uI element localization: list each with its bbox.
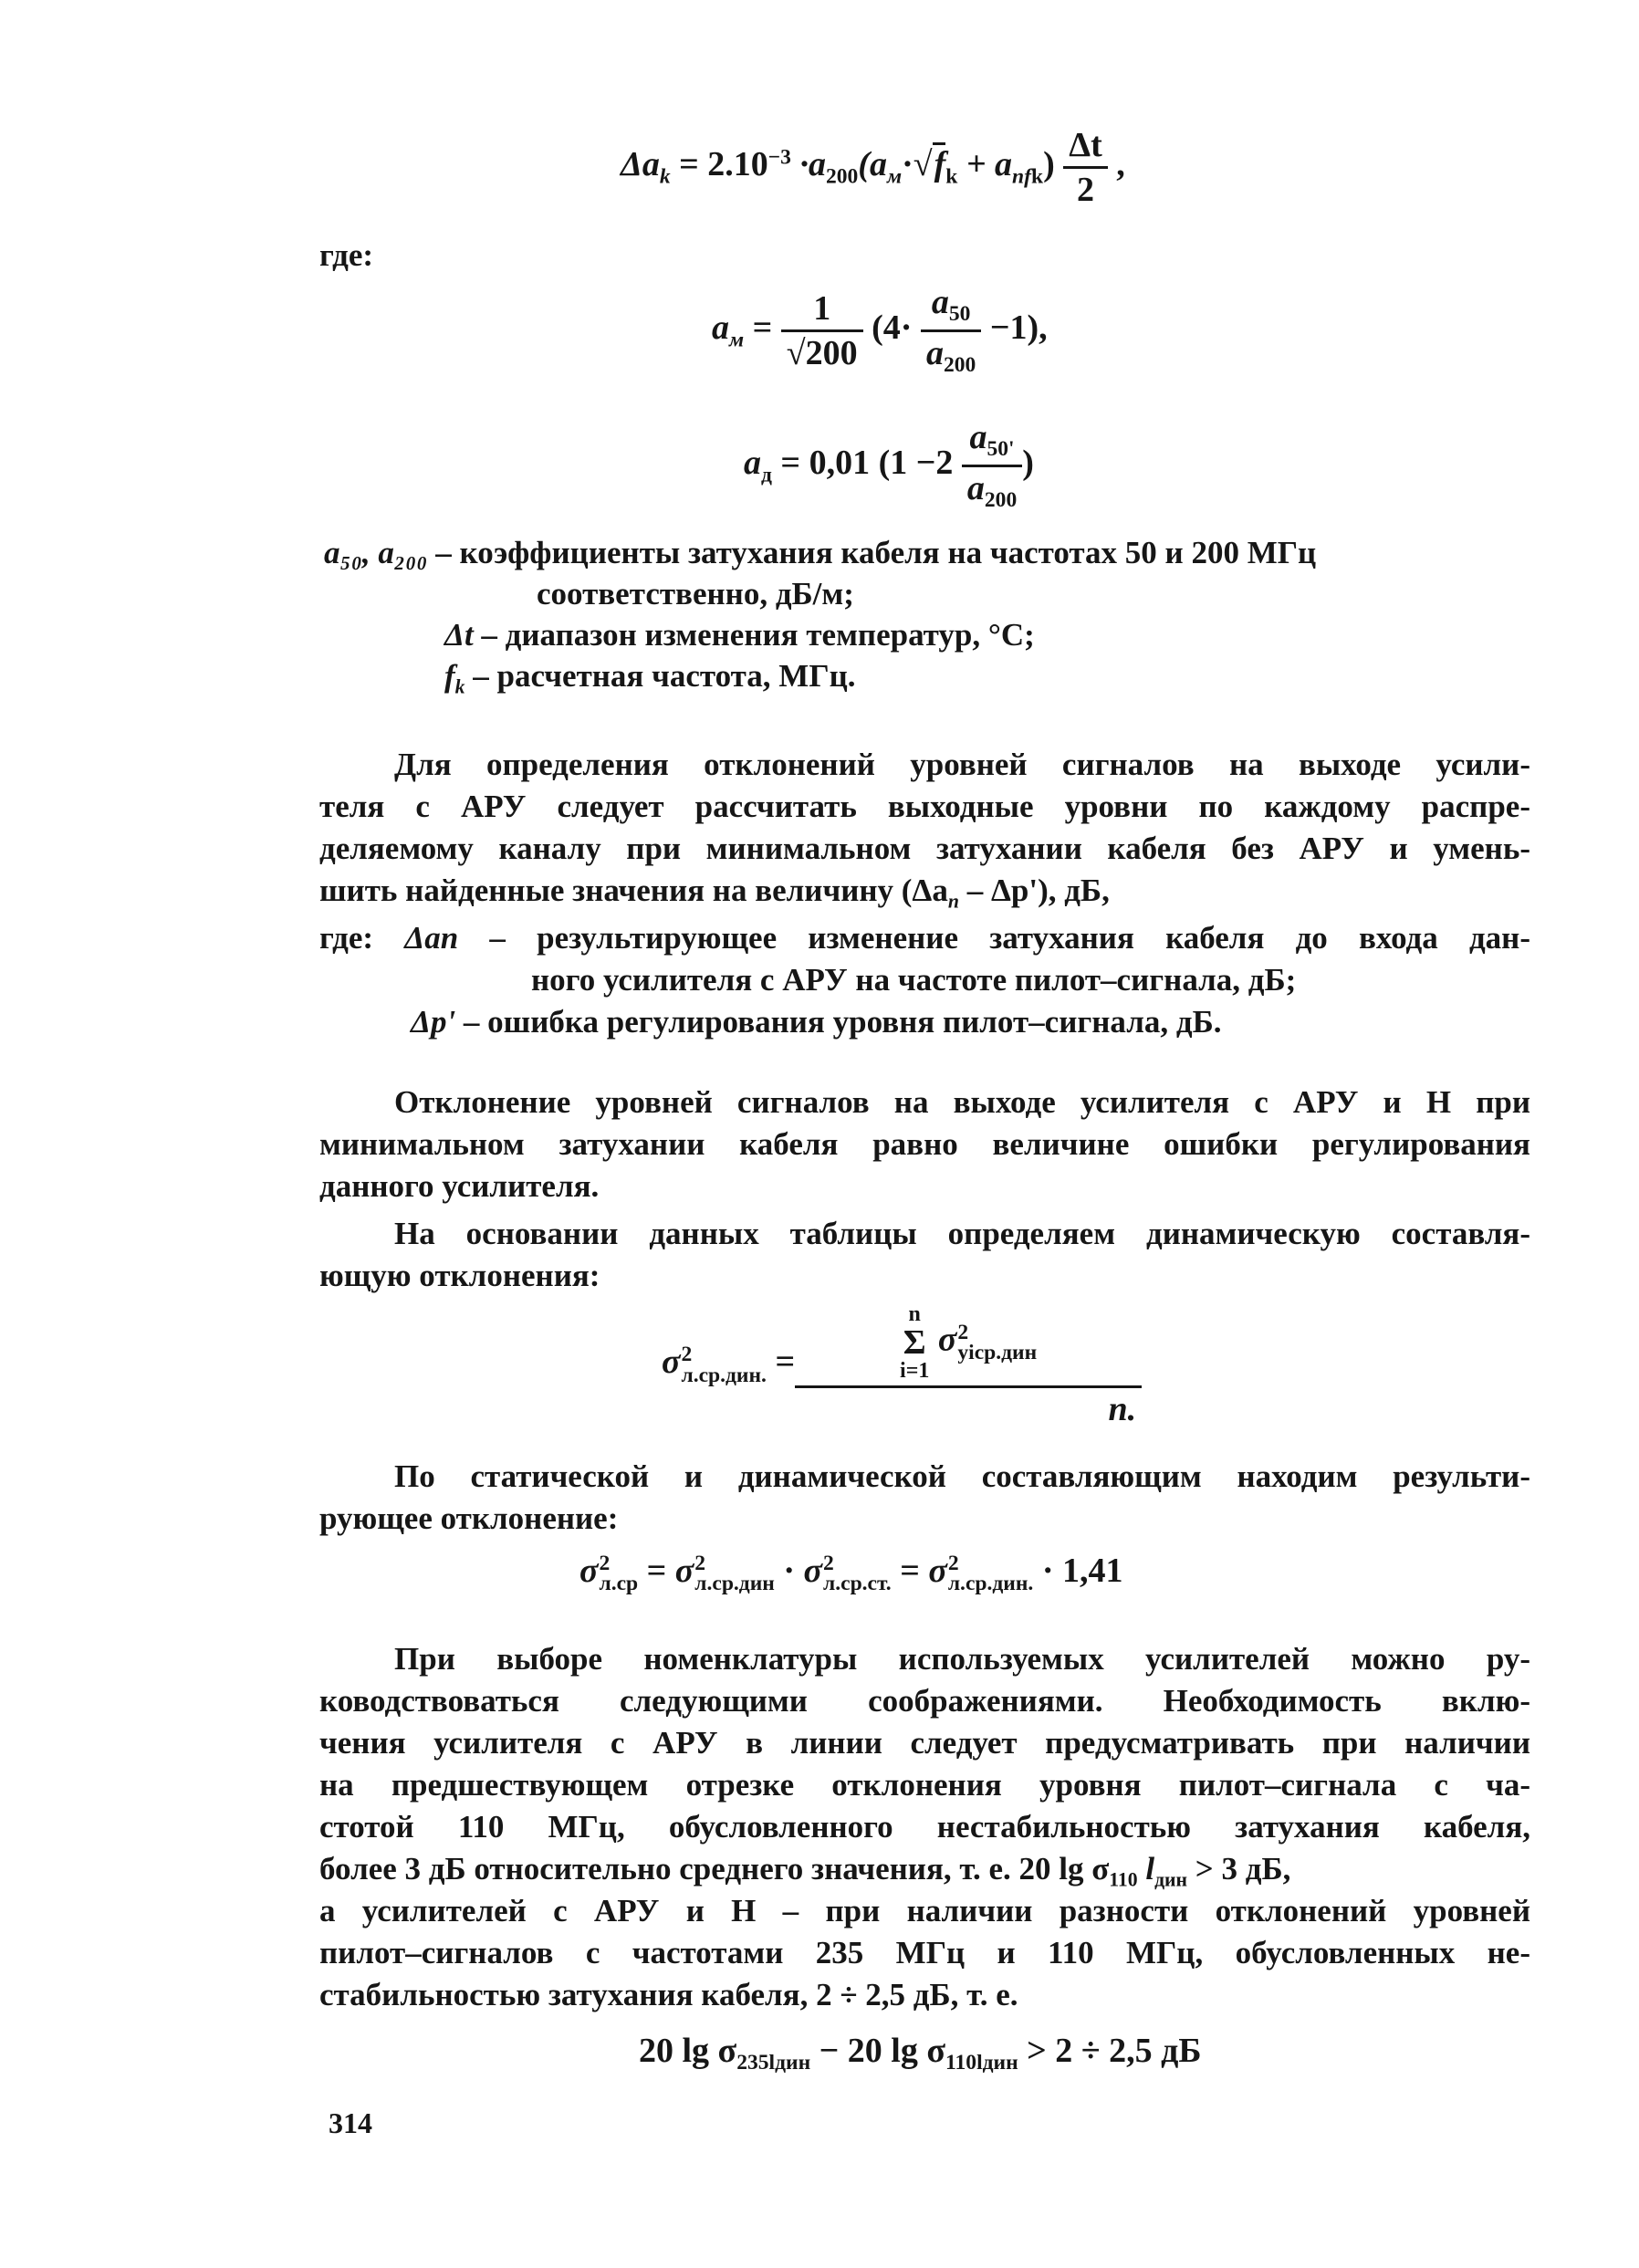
formula1-lhs: Δa <box>621 145 660 184</box>
formula4-den: n. <box>1108 1390 1137 1428</box>
formula5-a-sub: л.ср <box>599 1572 639 1596</box>
definition-term: a₅₀, a₂₀₀ <box>324 535 428 570</box>
para5-line8: пилот–сигналов с частотами 235 МГц и 110 МГц, обусловленных не- <box>319 1935 1530 1970</box>
definition-text: – расчетная частота, МГц. <box>465 658 856 694</box>
definition-term-sub: k <box>454 675 465 698</box>
formula-a-m <box>712 285 1048 377</box>
formula3-eq: = 0,01 (1 −2 <box>771 444 962 483</box>
definition-fk <box>444 660 856 697</box>
definition-delta-t <box>444 619 1035 651</box>
formula3-fnum: a <box>969 418 987 456</box>
para1-line3: деляемому каналу при минимальном затухании кабеля без АРУ и умень- <box>319 831 1530 866</box>
para1-line4-sub: n <box>947 890 959 913</box>
formula1-pk: k <box>1030 164 1044 189</box>
formula2-lhs: a <box>712 308 729 348</box>
formula1-close: ) <box>1043 145 1055 184</box>
formula6-a-sub: 235lдин <box>736 2051 811 2075</box>
formula1-m: м <box>886 164 903 189</box>
formula2-frac2 <box>921 285 981 377</box>
formula2-fnum-sub: 50 <box>948 302 971 327</box>
definition-term: Δt <box>444 617 474 653</box>
para1-line2: теля с АРУ следует рассчитать выходные уровни по каждому распре- <box>319 789 1530 824</box>
formula2-pre: (4· <box>862 308 921 348</box>
formula5-c-sub: л.ср.ст. <box>823 1572 892 1596</box>
formula2-fden: a <box>925 333 944 372</box>
formula1-exp: −3 <box>767 145 791 170</box>
formula1-tail: , <box>1107 145 1125 184</box>
where2-line1 <box>319 922 1530 954</box>
formula5-d-sub: л.ср.дин. <box>947 1572 1034 1596</box>
formula3-fnum-sub: 50' <box>987 437 1015 462</box>
definition-text: – коэффициенты затухания кабеля на частотах 50 и 200 МГц <box>427 535 1317 570</box>
formula1-fraction <box>1063 128 1107 207</box>
para1-line4-text: шить найденные значения на величину (Δa <box>319 873 948 908</box>
formula2-post: −1), <box>981 308 1048 348</box>
formula2-eq: = <box>744 308 781 348</box>
where-label-1: где: <box>319 237 374 273</box>
formula5-tail: · 1,41 <box>1033 1552 1123 1591</box>
definition-text: – диапазон изменения температур, °С; <box>473 617 1035 653</box>
page-number: 314 <box>329 2106 372 2139</box>
formula4-sum-sym: Σ <box>903 1323 926 1362</box>
para2-line2: минимальном затухании кабеля равно величине ошибки регулирования <box>319 1126 1530 1162</box>
para3-line2: ющую отклонения: <box>319 1258 600 1293</box>
formula5-dot: · <box>774 1552 804 1591</box>
formula-sigma-dyn <box>662 1303 1142 1427</box>
formula-a-d <box>744 420 1034 512</box>
formula4-lhs-sup: 2 <box>681 1343 693 1367</box>
formula4-sum-bot: i=1 <box>900 1359 930 1383</box>
para5-line6-tail: > 3 дБ, <box>1187 1851 1291 1887</box>
formula5-d-indices <box>948 1553 1033 1594</box>
formula3-lhs: a <box>744 444 761 483</box>
formula5-b-sup: 2 <box>694 1552 706 1575</box>
formula4-term-indices <box>957 1322 1037 1364</box>
where2-line2: ного усилителя с АРУ на частоте пилот–сигнала, дБ; <box>531 962 1297 998</box>
formula4-term: σ <box>937 1320 957 1359</box>
formula4-term-sub: yiср.дин <box>957 1341 1038 1364</box>
para1-line4 <box>319 874 1110 912</box>
formula4-sum-top: n <box>908 1302 921 1326</box>
where2-text: – ошибка регулирования уровня пилот–сигнала, дБ. <box>455 1004 1222 1040</box>
formula1-dot: ·√ <box>902 145 933 184</box>
formula3-fden: a <box>966 468 985 507</box>
formula1-plus: + a <box>957 145 1013 184</box>
formula3-fden-sub: 200 <box>984 488 1018 513</box>
para3-line1: На основании данных таблицы определяем динамическую составля- <box>394 1216 1530 1251</box>
para5-line6-text: более 3 дБ относительно среднего значения, т. е. 20 lg σ <box>319 1851 1110 1887</box>
formula5-eq2: = <box>891 1552 929 1591</box>
definition-term: f <box>444 658 455 694</box>
para5-line6-sub2: дин <box>1154 1868 1188 1891</box>
formula1-num: Δt <box>1063 128 1107 169</box>
para5-line9: стабильностью затухания кабеля, 2 ÷ 2,5 дБ, т. е. <box>319 1977 1018 2012</box>
para5-line2: ководствоваться следующими соображениями. Необходимость вклю- <box>319 1683 1530 1719</box>
formula1-paren: (a <box>858 145 887 184</box>
definition-a50-a200 <box>324 537 1316 569</box>
formula5-c: σ <box>803 1552 823 1591</box>
where2-text: – результирующее изменение затухания кабеля до входа дан- <box>458 920 1531 956</box>
where2-term: Δan <box>404 920 459 956</box>
formula4-sum <box>900 1303 929 1382</box>
formula1-den: 2 <box>1076 171 1094 209</box>
formula1-body: = 2.10 <box>670 145 768 184</box>
formula-sigma-total <box>579 1553 1123 1594</box>
para5-line1: При выборе номенклатуры используемых усилителей можно ру- <box>394 1641 1530 1677</box>
para1-line4-tail: – Δp'), дБ, <box>958 873 1110 908</box>
formula4-eq: = <box>766 1343 796 1382</box>
formula5-b: σ <box>674 1552 694 1591</box>
formula6-mid: − 20 lg σ <box>810 2032 946 2070</box>
where2-line3 <box>411 1006 1221 1038</box>
formula4-lhs-sub: л.ср.дин. <box>681 1363 767 1387</box>
para5-line4: на предшествующем отрезке отклонения уровня пилот–сигнала с ча- <box>319 1767 1530 1803</box>
para5-line6 <box>319 1853 1290 1890</box>
formula6-tail: > 2 ÷ 2,5 дБ <box>1018 2032 1202 2070</box>
formula3-post: ) <box>1022 444 1034 483</box>
para2-line3: данного усилителя. <box>319 1168 600 1204</box>
formula2-den: √200 <box>786 333 858 372</box>
para5-line6-sub1: 110 <box>1109 1868 1138 1891</box>
formula5-c-sup: 2 <box>823 1552 834 1575</box>
para2-line1: Отклонение уровней сигналов на выходе усилителя с АРУ и Н при <box>394 1084 1530 1120</box>
formula4-term-sup: 2 <box>957 1320 969 1344</box>
formula6-b-sub: 110lдин <box>945 2051 1018 2075</box>
formula6-a: 20 lg σ <box>639 2032 737 2070</box>
formula4-lhs-group <box>662 1344 795 1385</box>
formula1-k: k <box>945 164 958 189</box>
formula2-fden-sub: 200 <box>943 353 976 378</box>
formula5-a: σ <box>579 1552 599 1591</box>
formula4-lhs-indices <box>681 1344 766 1385</box>
formula5-a-sup: 2 <box>599 1552 611 1575</box>
formula5-b-sub: л.ср.дин <box>694 1572 775 1596</box>
formula-delta-ak <box>621 128 1125 207</box>
formula1-mid: ·a <box>790 145 826 184</box>
para5-line3: чения усилителя с АРУ в линии следует предусматривать при наличии <box>319 1725 1530 1761</box>
where2-lead: где: <box>319 920 405 956</box>
formula1-fk: f <box>933 142 946 183</box>
para4-line2: рующее отклонение: <box>319 1500 619 1536</box>
formula1-lhs-sub: k <box>659 164 671 189</box>
formula4-lhs: σ <box>662 1343 681 1382</box>
formula5-eq1: = <box>638 1552 675 1591</box>
formula3-frac <box>962 420 1022 512</box>
formula4-fraction <box>795 1303 1142 1427</box>
para5-line6-l: l <box>1137 1851 1155 1887</box>
para5-line7: а усилителей с АРУ и Н – при наличии разности отклонений уровней <box>319 1893 1530 1928</box>
formula5-d: σ <box>928 1552 947 1591</box>
definition-text: соответственно, дБ/м; <box>537 576 854 611</box>
formula5-d-sup: 2 <box>947 1552 959 1575</box>
formula2-num: 1 <box>781 291 863 332</box>
formula1-a200: 200 <box>825 164 859 189</box>
formula5-a-indices <box>599 1553 638 1594</box>
formula2-lhs-sub: м <box>729 328 745 352</box>
formula1-pd: пf <box>1012 164 1031 189</box>
formula2-frac1 <box>781 288 863 372</box>
para1-line1: Для определения отклонений уровней сигналов на выходе усили- <box>394 747 1530 782</box>
para4-line1: По статической и динамической составляющим находим результи- <box>394 1458 1530 1494</box>
formula4-numerator <box>795 1303 1142 1388</box>
formula5-b-indices <box>694 1553 775 1594</box>
formula-lg-difference <box>639 2033 1202 2075</box>
formula5-c-indices <box>823 1553 892 1594</box>
para5-line5: стотой 110 МГц, обусловленного нестабильностью затухания кабеля, <box>319 1809 1530 1845</box>
where2-term: Δp' <box>411 1004 456 1040</box>
definition-a50-a200-cont <box>537 578 854 610</box>
formula2-fnum: a <box>931 283 949 321</box>
formula3-lhs-sub: д <box>761 463 772 487</box>
